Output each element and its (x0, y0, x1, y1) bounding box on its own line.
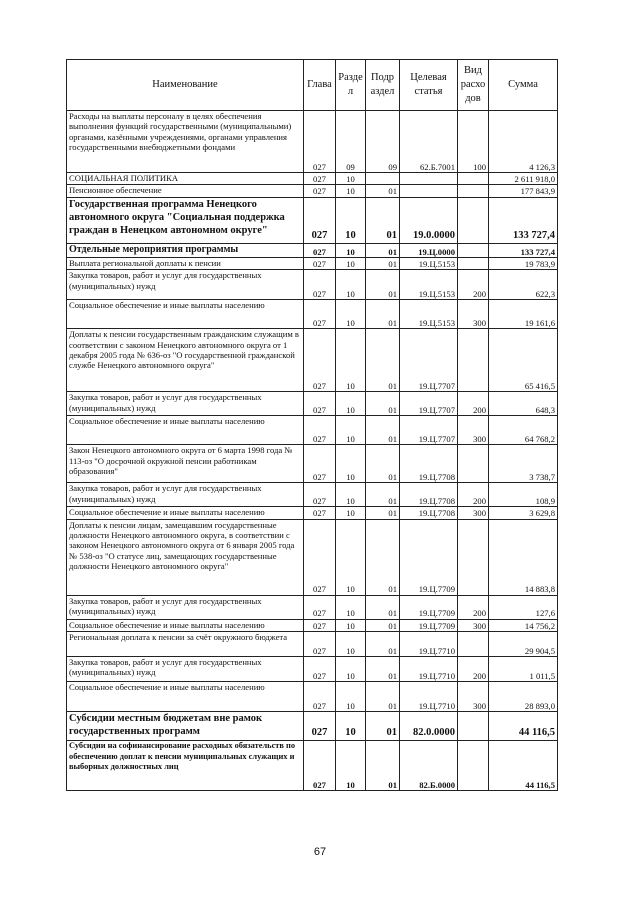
row-section: 10 (336, 507, 366, 519)
table-row (67, 111, 558, 173)
table-row (67, 258, 558, 270)
row-chapter: 027 (304, 300, 336, 329)
row-section: 10 (336, 619, 366, 631)
row-type (458, 329, 489, 392)
row-target: 19.0.0000 (400, 197, 458, 243)
header-type: Вид расхо дов (458, 60, 489, 111)
row-type (458, 519, 489, 595)
table-row (67, 682, 558, 712)
row-name: Региональная доплата к пенсии за счёт окружного бюджета (67, 632, 304, 657)
row-sum: 28 893,0 (489, 682, 558, 712)
row-target: 19.Ц.7708 (400, 507, 458, 519)
row-section: 10 (336, 392, 366, 416)
row-type (458, 632, 489, 657)
row-name: Доплаты к пенсии государственным гражданским служащим в соответствии с законом Ненецкого автономного округа от 1 декабря 2005 года № 636-оз "О государственной гражданской службе Ненецкого автономного округа" (67, 329, 304, 392)
table-row (67, 392, 558, 416)
row-chapter: 027 (304, 416, 336, 445)
row-section: 10 (336, 185, 366, 197)
row-chapter: 027 (304, 243, 336, 258)
row-target: 82.0.0000 (400, 712, 458, 741)
row-name: Субсидии местным бюджетам вне рамок государственных программ (67, 712, 304, 741)
row-target: 19.Ц.7709 (400, 619, 458, 631)
row-sum: 133 727,4 (489, 197, 558, 243)
row-name: Социальное обеспечение и иные выплаты населению (67, 300, 304, 329)
row-sum: 19 161,6 (489, 300, 558, 329)
row-section: 10 (336, 270, 366, 300)
table-row (67, 329, 558, 392)
row-sum: 2 611 918,0 (489, 173, 558, 185)
row-name: Закупка товаров, работ и услуг для государственных (муниципальных) нужд (67, 595, 304, 619)
table-row (67, 483, 558, 507)
row-section: 10 (336, 416, 366, 445)
table-row (67, 657, 558, 682)
row-section: 10 (336, 329, 366, 392)
row-subsection: 01 (366, 300, 400, 329)
row-sum: 14 883,8 (489, 519, 558, 595)
header-sum: Сумма (489, 60, 558, 111)
row-type: 200 (458, 595, 489, 619)
row-chapter: 027 (304, 741, 336, 791)
row-subsection: 01 (366, 197, 400, 243)
table-row (67, 619, 558, 631)
row-section: 10 (336, 519, 366, 595)
row-sum: 177 843,9 (489, 185, 558, 197)
row-name: Социальное обеспечение и иные выплаты населению (67, 507, 304, 519)
row-subsection (366, 173, 400, 185)
row-section: 10 (336, 632, 366, 657)
table-row (67, 519, 558, 595)
row-subsection: 09 (366, 111, 400, 173)
row-type (458, 741, 489, 791)
row-target: 19.Ц.7707 (400, 392, 458, 416)
row-sum: 127,6 (489, 595, 558, 619)
row-type: 300 (458, 300, 489, 329)
table-row (67, 595, 558, 619)
row-target: 19.Ц.5153 (400, 270, 458, 300)
row-subsection: 01 (366, 258, 400, 270)
row-name: Отдельные мероприятия программы (67, 243, 304, 258)
row-name: Закупка товаров, работ и услуг для государственных (муниципальных) нужд (67, 483, 304, 507)
budget-table (66, 59, 558, 791)
row-chapter: 027 (304, 682, 336, 712)
table-row (67, 445, 558, 483)
row-target: 19.Ц.7708 (400, 483, 458, 507)
row-section: 10 (336, 741, 366, 791)
row-chapter: 027 (304, 619, 336, 631)
row-chapter: 027 (304, 632, 336, 657)
row-subsection: 01 (366, 483, 400, 507)
row-name: Социальное обеспечение и иные выплаты населению (67, 619, 304, 631)
row-subsection: 01 (366, 595, 400, 619)
row-subsection: 01 (366, 445, 400, 483)
table-row (67, 173, 558, 185)
row-section: 10 (336, 173, 366, 185)
page-number: 67 (313, 846, 327, 858)
row-sum: 622,3 (489, 270, 558, 300)
table-row (67, 243, 558, 258)
row-chapter: 027 (304, 519, 336, 595)
row-sum: 64 768,2 (489, 416, 558, 445)
row-chapter: 027 (304, 258, 336, 270)
row-section: 10 (336, 258, 366, 270)
row-subsection: 01 (366, 185, 400, 197)
row-name: Социальное обеспечение и иные выплаты населению (67, 416, 304, 445)
row-chapter: 027 (304, 657, 336, 682)
row-chapter: 027 (304, 392, 336, 416)
row-section: 10 (336, 595, 366, 619)
row-subsection: 01 (366, 329, 400, 392)
row-subsection: 01 (366, 416, 400, 445)
table-row (67, 185, 558, 197)
row-subsection: 01 (366, 712, 400, 741)
table-row (67, 741, 558, 791)
row-subsection: 01 (366, 243, 400, 258)
row-section: 10 (336, 712, 366, 741)
row-subsection: 01 (366, 270, 400, 300)
row-subsection: 01 (366, 632, 400, 657)
table-row (67, 632, 558, 657)
row-name: Закупка товаров, работ и услуг для государственных (муниципальных) нужд (67, 270, 304, 300)
row-sum: 108,9 (489, 483, 558, 507)
row-name: Выплата региональной доплаты к пенсии (67, 258, 304, 270)
table-row (67, 712, 558, 741)
row-section: 10 (336, 483, 366, 507)
row-sum: 14 756,2 (489, 619, 558, 631)
row-section: 10 (336, 197, 366, 243)
header-target: Целевая статья (400, 60, 458, 111)
row-type: 200 (458, 657, 489, 682)
row-sum: 3 629,8 (489, 507, 558, 519)
row-name: Субсидии на софинансирование расходных обязательств по обеспечению доплат к пенсии муниципальных служащих и выборных должностных лиц (67, 741, 304, 791)
row-type (458, 243, 489, 258)
table-row (67, 300, 558, 329)
row-name: Пенсионное обеспечение (67, 185, 304, 197)
row-name: Государственная программа Ненецкого автономного округа "Социальная поддержка граждан в Ненецком автономном округе" (67, 197, 304, 243)
row-target: 19.Ц.0000 (400, 243, 458, 258)
row-section: 09 (336, 111, 366, 173)
row-chapter: 027 (304, 712, 336, 741)
row-chapter: 027 (304, 270, 336, 300)
row-type: 300 (458, 507, 489, 519)
row-sum: 648,3 (489, 392, 558, 416)
row-name: Закупка товаров, работ и услуг для государственных (муниципальных) нужд (67, 392, 304, 416)
row-type: 300 (458, 682, 489, 712)
row-target: 62.Б.7001 (400, 111, 458, 173)
row-target: 19.Ц.7709 (400, 519, 458, 595)
row-subsection: 01 (366, 682, 400, 712)
row-type: 200 (458, 483, 489, 507)
row-name: Закупка товаров, работ и услуг для государственных (муниципальных) нужд (67, 657, 304, 682)
row-target: 19.Ц.7710 (400, 657, 458, 682)
row-chapter: 027 (304, 173, 336, 185)
row-section: 10 (336, 682, 366, 712)
header-name: Наименование (67, 60, 304, 111)
row-sum: 1 011,5 (489, 657, 558, 682)
row-chapter: 027 (304, 595, 336, 619)
row-subsection: 01 (366, 519, 400, 595)
row-target: 19.Ц.7707 (400, 329, 458, 392)
row-type (458, 712, 489, 741)
row-target: 19.Ц.7709 (400, 595, 458, 619)
row-type (458, 197, 489, 243)
row-type: 200 (458, 270, 489, 300)
table-row (67, 270, 558, 300)
row-type: 100 (458, 111, 489, 173)
table-row (67, 507, 558, 519)
row-sum: 29 904,5 (489, 632, 558, 657)
row-name: Доплаты к пенсии лицам, замещавшим государственные должности Ненецкого автономного округа, в соответствии с законом Ненецкого автономного округа от 6 января 2005 года № 538-оз "О статусе лиц, замещающих государственные должности Ненецкого автономного округа" (67, 519, 304, 595)
row-target (400, 173, 458, 185)
row-type (458, 445, 489, 483)
row-sum: 19 783,9 (489, 258, 558, 270)
row-name: СОЦИАЛЬНАЯ ПОЛИТИКА (67, 173, 304, 185)
row-section: 10 (336, 657, 366, 682)
row-section: 10 (336, 445, 366, 483)
row-type (458, 173, 489, 185)
table-header-row (67, 60, 558, 111)
row-section: 10 (336, 300, 366, 329)
row-name: Расходы на выплаты персоналу в целях обеспечения выполнения функций государственными (муниципальными) органами, казёнными учреждениями, органами управления государственными внебюджетными фондами (67, 111, 304, 173)
header-section: Разде л (336, 60, 366, 111)
row-name: Закон Ненецкого автономного округа от 6 марта 1998 года № 113-оз "О досрочной окружной пенсии работникам образования" (67, 445, 304, 483)
table-row (67, 197, 558, 243)
row-chapter: 027 (304, 111, 336, 173)
row-type: 300 (458, 416, 489, 445)
header-chapter: Глава (304, 60, 336, 111)
row-chapter: 027 (304, 483, 336, 507)
row-subsection: 01 (366, 392, 400, 416)
row-target: 19.Ц.7710 (400, 632, 458, 657)
row-name: Социальное обеспечение и иные выплаты населению (67, 682, 304, 712)
row-chapter: 027 (304, 507, 336, 519)
row-subsection: 01 (366, 741, 400, 791)
row-chapter: 027 (304, 329, 336, 392)
row-sum: 133 727,4 (489, 243, 558, 258)
row-target: 19.Ц.5153 (400, 258, 458, 270)
row-chapter: 027 (304, 445, 336, 483)
row-chapter: 027 (304, 185, 336, 197)
row-target: 19.Ц.7708 (400, 445, 458, 483)
header-subsection: Подр аздел (366, 60, 400, 111)
row-sum: 44 116,5 (489, 712, 558, 741)
row-subsection: 01 (366, 619, 400, 631)
row-target: 19.Ц.7707 (400, 416, 458, 445)
row-chapter: 027 (304, 197, 336, 243)
row-type (458, 258, 489, 270)
row-sum: 3 738,7 (489, 445, 558, 483)
row-target: 82.Б.0000 (400, 741, 458, 791)
row-type: 300 (458, 619, 489, 631)
row-type: 200 (458, 392, 489, 416)
row-subsection: 01 (366, 507, 400, 519)
row-target: 19.Ц.5153 (400, 300, 458, 329)
row-target (400, 185, 458, 197)
row-sum: 65 416,5 (489, 329, 558, 392)
row-sum: 44 116,5 (489, 741, 558, 791)
row-target: 19.Ц.7710 (400, 682, 458, 712)
row-section: 10 (336, 243, 366, 258)
row-sum: 4 126,3 (489, 111, 558, 173)
table-row (67, 416, 558, 445)
row-type (458, 185, 489, 197)
row-subsection: 01 (366, 657, 400, 682)
